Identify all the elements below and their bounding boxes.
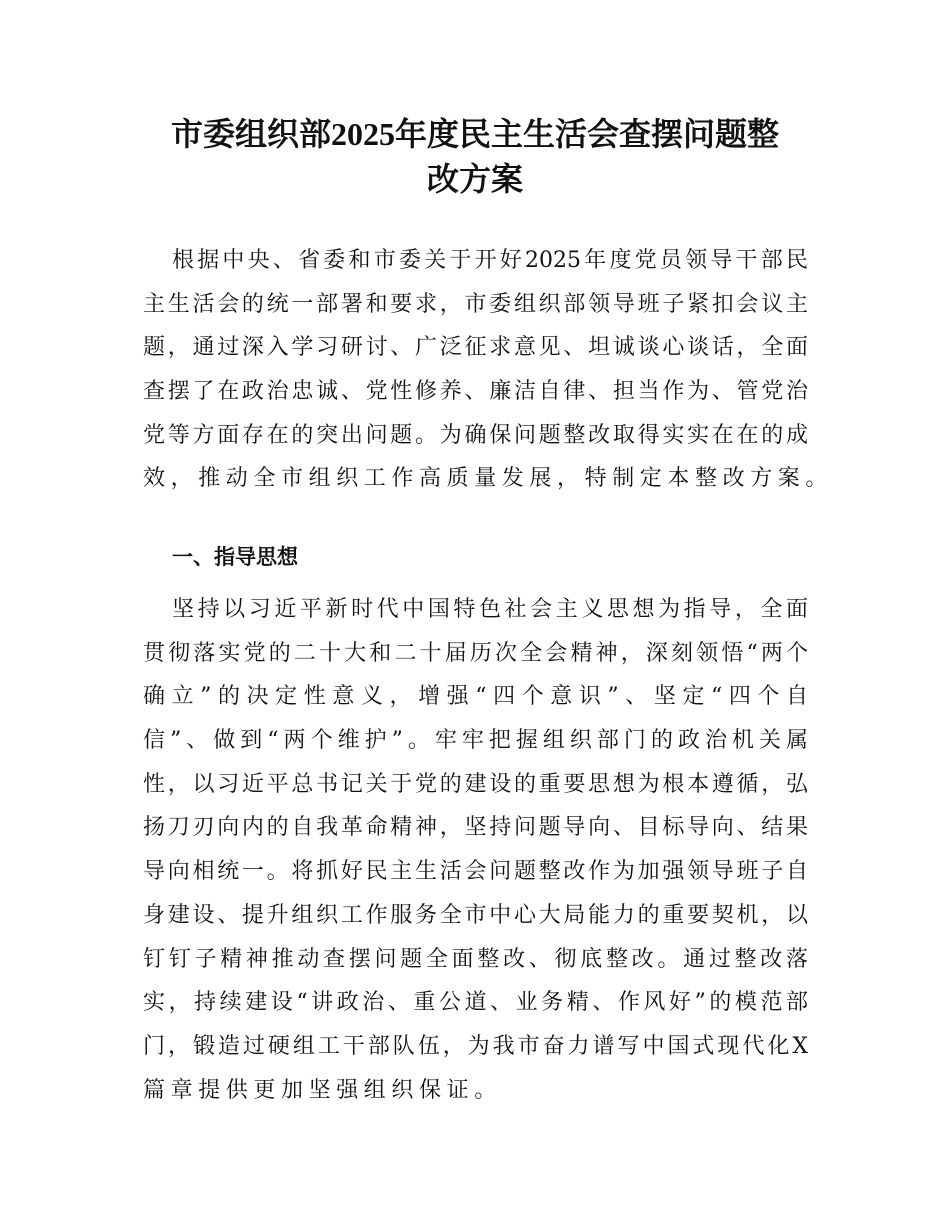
text-line: 查摆了在政治忠诚、党性修养、廉洁自律、担当作为、管党治 — [143, 379, 808, 405]
text-line: 身建设、提升组织工作服务全市中心大局能力的重要契机，以 — [143, 902, 808, 928]
text-line: 党等方面存在的突出问题。为确保问题整改取得实实在在的成 — [143, 422, 808, 448]
document-title — [0, 112, 950, 202]
text-line: 主生活会的统一部署和要求，市委组织部领导班子紧扣会议主 — [143, 291, 808, 317]
text-line: 根据中央、省委和市委关于开好2025年度党员领导干部民 — [172, 248, 808, 273]
text-line: 效，推动全市组织工作高质量发展，特制定本整改方案。 — [143, 466, 834, 492]
text-line: 确立”的决定性意义，增强“四个意识”、坚定“四个自 — [143, 684, 808, 710]
text-line: 篇章提供更加坚强组织保证。 — [143, 1077, 502, 1103]
text-line: 钉钉子精神推动查摆问题全面整改、彻底整改。通过整改落 — [143, 946, 808, 972]
section-heading-guiding-ideology: 一、指导思想 — [172, 545, 298, 569]
text-line: 题，通过深入学习研讨、广泛征求意见、坦诚谈心谈话，全面 — [143, 335, 808, 361]
text-line: 贯彻落实党的二十大和二十届历次全会精神，深刻领悟“两个 — [143, 640, 808, 666]
title-line-1: 市委组织部2025年度民主生活会查摆问题整 — [170, 116, 779, 152]
text-line: 性，以习近平总书记关于党的建设的重要思想为根本遵循，弘 — [143, 771, 808, 797]
text-line: 导向相统一。将抓好民主生活会问题整改作为加强领导班子自 — [143, 859, 808, 885]
paragraph-guiding-ideology — [143, 588, 808, 1112]
text-line: 实，持续建设“讲政治、重公道、业务精、作风好”的模范部 — [143, 990, 808, 1016]
paragraph-intro — [143, 239, 834, 501]
title-line-2: 改方案 — [426, 161, 523, 197]
text-line: 门，锻造过硬组工干部队伍，为我市奋力谱写中国式现代化X — [143, 1033, 808, 1059]
text-line: 信”、做到“两个维护”。牢牢把握组织部门的政治机关属 — [143, 728, 808, 754]
text-line: 坚持以习近平新时代中国特色社会主义思想为指导，全面 — [172, 597, 808, 622]
text-line: 扬刀刃向内的自我革命精神，坚持问题导向、目标导向、结果 — [143, 815, 808, 841]
